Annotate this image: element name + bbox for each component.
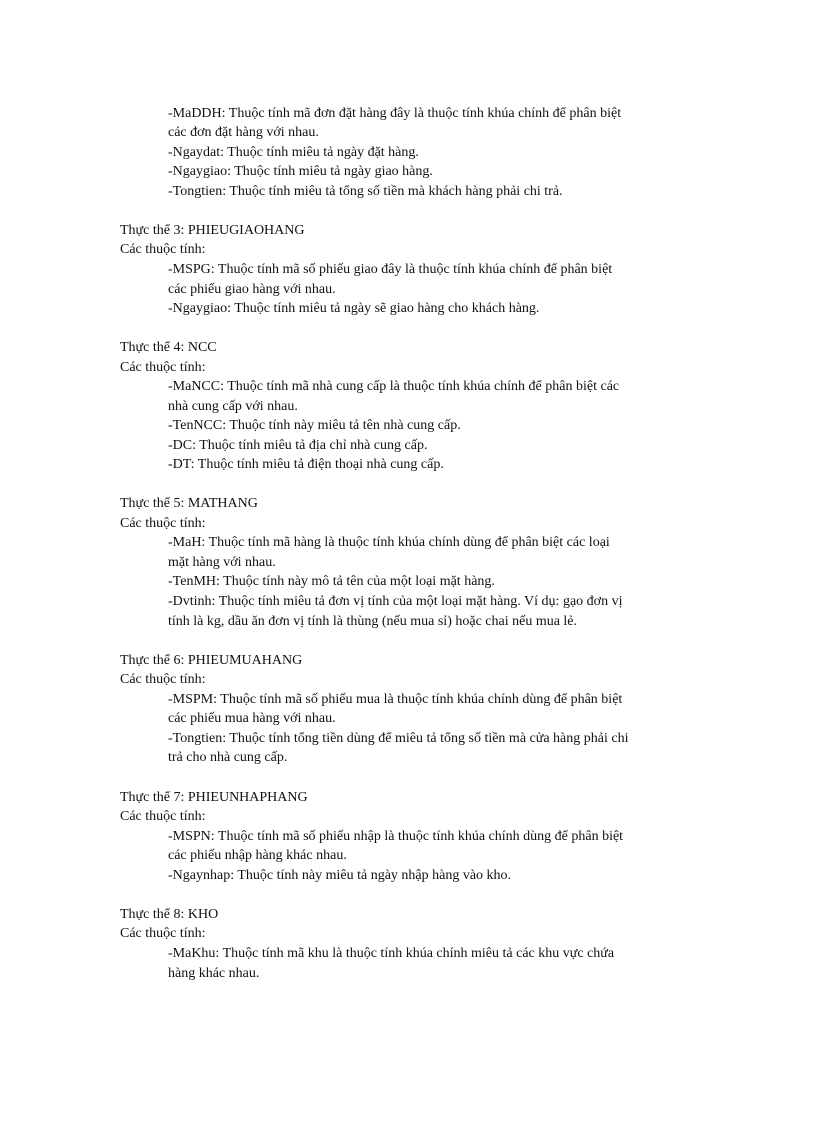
attributes-label: Các thuộc tính:: [120, 926, 206, 941]
intro-line: -MaDDH: Thuộc tính mã đơn đặt hàng đây là thuộc tính khúa chính để phân biệt: [168, 106, 622, 121]
section-heading: Thực thể 3: PHIEUGIAOHANG: [120, 223, 305, 238]
attribute-line: -DT: Thuộc tính miêu tả điện thoại nhà cung cấp.: [168, 457, 444, 472]
attribute-line: -MaKhu: Thuộc tính mã khu là thuộc tính khúa chính miêu tả các khu vực chứa: [168, 946, 615, 961]
attribute-line: -Dvtinh: Thuộc tính miêu tả đơn vị tính của một loại mặt hàng. Ví dụ: gạo đơn vị: [168, 594, 623, 609]
attribute-line: -TenMH: Thuộc tính này mô tả tên của một loại mặt hàng.: [168, 574, 495, 589]
attributes-label: Các thuộc tính:: [120, 809, 206, 824]
attribute-line: tính là kg, dầu ăn đơn vị tính là thùng (nếu mua sỉ) hoặc chai nếu mua lẻ.: [168, 614, 578, 629]
attribute-line: -TenNCC: Thuộc tính này miêu tả tên nhà cung cấp.: [168, 418, 461, 433]
attribute-line: -Tongtien: Thuộc tính tổng tiền dùng để miêu tả tổng số tiền mà cửa hàng phải chi: [168, 731, 629, 746]
section-heading: Thực thể 7: PHIEUNHAPHANG: [120, 790, 308, 805]
attribute-line: -Ngaynhap: Thuộc tính này miêu tả ngày nhập hàng vào kho.: [168, 868, 512, 883]
intro-line: -Ngaygiao: Thuộc tính miêu tả ngày giao hàng.: [168, 164, 433, 179]
attribute-line: trả cho nhà cung cấp.: [168, 750, 288, 765]
attribute-line: hàng khác nhau.: [168, 966, 260, 981]
attribute-line: -DC: Thuộc tính miêu tả địa chỉ nhà cung cấp.: [168, 438, 428, 453]
attribute-line: nhà cung cấp với nhau.: [168, 399, 298, 414]
attributes-label: Các thuộc tính:: [120, 516, 206, 531]
attribute-line: -MaH: Thuộc tính mã hàng là thuộc tính khúa chính dùng để phân biệt các loại: [168, 535, 610, 550]
attribute-line: -MSPM: Thuộc tính mã số phiếu mua là thuộc tính khúa chính dùng để phân biệt: [168, 692, 623, 707]
section-heading: Thực thể 4: NCC: [120, 340, 217, 355]
attributes-label: Các thuộc tính:: [120, 672, 206, 687]
attribute-line: -MaNCC: Thuộc tính mã nhà cung cấp là thuộc tính khúa chính để phân biệt các: [168, 379, 620, 394]
section-heading: Thực thể 8: KHO: [120, 907, 219, 922]
section-heading: Thực thể 6: PHIEUMUAHANG: [120, 653, 303, 668]
attribute-line: mặt hàng với nhau.: [168, 555, 276, 570]
attribute-line: các phiếu mua hàng với nhau.: [168, 711, 336, 726]
attribute-line: -Ngaygiao: Thuộc tính miêu tả ngày sẽ giao hàng cho khách hàng.: [168, 301, 540, 316]
intro-line: các đơn đặt hàng với nhau.: [168, 125, 319, 140]
section-heading: Thực thể 5: MATHANG: [120, 496, 258, 511]
attributes-label: Các thuộc tính:: [120, 242, 206, 257]
attribute-line: các phiếu nhập hàng khác nhau.: [168, 848, 347, 863]
attributes-label: Các thuộc tính:: [120, 360, 206, 375]
attribute-line: -MSPN: Thuộc tính mã số phiếu nhập là thuộc tính khúa chính dùng để phân biệt: [168, 829, 624, 844]
intro-line: -Tongtien: Thuộc tính miêu tả tổng số tiền mà khách hàng phải chi trả.: [168, 184, 563, 199]
attribute-line: các phiếu giao hàng với nhau.: [168, 282, 336, 297]
attribute-line: -MSPG: Thuộc tính mã số phiếu giao đây là thuộc tính khúa chính để phân biệt: [168, 262, 613, 277]
intro-line: -Ngaydat: Thuộc tính miêu tả ngày đặt hàng.: [168, 145, 419, 160]
